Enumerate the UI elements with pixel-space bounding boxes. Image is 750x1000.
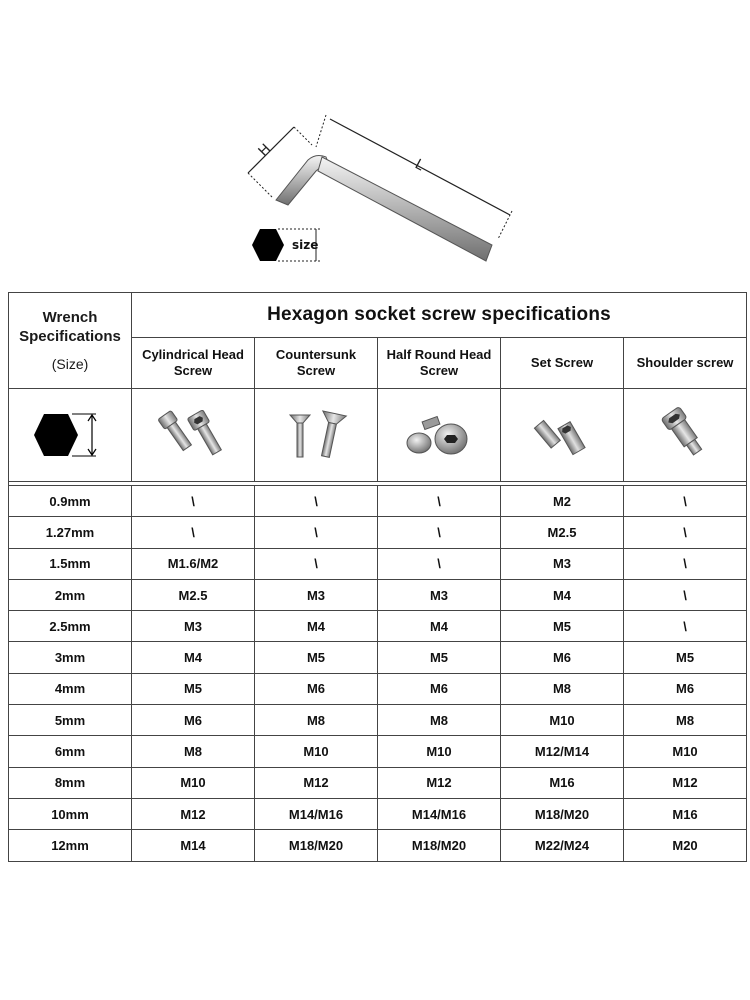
table-row xyxy=(9,517,747,548)
screw-size-cell: M6 xyxy=(501,642,624,673)
wrench-spec-header xyxy=(9,293,132,389)
screw-size-cell: \ xyxy=(255,517,378,548)
screw-size-cell: M6 xyxy=(255,673,378,704)
col-header-set-screw xyxy=(501,338,624,389)
screw-size-cell: M12 xyxy=(378,767,501,798)
spec-table xyxy=(8,292,747,862)
table-row xyxy=(9,798,747,829)
screw-size-cell: \ xyxy=(132,517,255,548)
screw-size-cell: M5 xyxy=(255,642,378,673)
wrench-size-cell: 1.27mm xyxy=(9,517,132,548)
screw-size-cell: \ xyxy=(624,486,747,517)
screw-size-cell: M14/M16 xyxy=(255,798,378,829)
table-title: Hexagon socket screw specifications xyxy=(132,293,747,338)
screw-size-cell: \ xyxy=(378,517,501,548)
table-row xyxy=(9,673,747,704)
screw-size-cell: M12 xyxy=(624,767,747,798)
screw-size-cell: M18/M20 xyxy=(255,830,378,861)
table-row xyxy=(9,548,747,579)
shoulder-screw-icon xyxy=(645,405,725,465)
screw-size-cell: M6 xyxy=(624,673,747,704)
screw-size-cell: \ xyxy=(255,486,378,517)
screw-size-cell: M4 xyxy=(501,579,624,610)
screw-size-cell: \ xyxy=(624,611,747,642)
size-label: size xyxy=(292,238,319,252)
screw-size-cell: M10 xyxy=(255,736,378,767)
shoulder-screw-image-cell xyxy=(624,389,747,482)
col-header-line1: Shoulder screw xyxy=(636,355,734,370)
screw-size-cell: M1.6/M2 xyxy=(132,548,255,579)
screw-size-cell: M5 xyxy=(378,642,501,673)
table-row xyxy=(9,642,747,673)
screw-size-cell: M18/M20 xyxy=(501,798,624,829)
screw-size-cell: M12 xyxy=(132,798,255,829)
screw-size-cell: \ xyxy=(624,579,747,610)
hex-key-icon xyxy=(230,105,530,275)
wrench-size-cell: 8mm xyxy=(9,767,132,798)
wrench-size-cell: 6mm xyxy=(9,736,132,767)
screw-size-cell: M4 xyxy=(132,642,255,673)
screw-size-cell: M3 xyxy=(255,579,378,610)
screw-size-cell: M3 xyxy=(378,579,501,610)
col-header-line2: Screw xyxy=(296,363,336,378)
wrench-size-cell: 2.5mm xyxy=(9,611,132,642)
half-round-screw-image-cell xyxy=(378,389,501,482)
hex-size-icon xyxy=(30,410,110,460)
col-header-line1: Countersunk xyxy=(275,347,357,362)
screw-size-cell: M5 xyxy=(132,673,255,704)
screw-size-cell: M3 xyxy=(501,548,624,579)
screw-size-cell: M14/M16 xyxy=(378,798,501,829)
hex-size-icon-cell xyxy=(9,389,132,482)
col-header-shoulder xyxy=(624,338,747,389)
screw-size-cell: M5 xyxy=(501,611,624,642)
screw-size-cell: M8 xyxy=(378,705,501,736)
table-row xyxy=(9,579,747,610)
h-label: H xyxy=(255,141,275,160)
table-row xyxy=(9,736,747,767)
screw-size-cell: M20 xyxy=(624,830,747,861)
screw-size-cell: M2 xyxy=(501,486,624,517)
screw-size-cell: M2.5 xyxy=(132,579,255,610)
wrench-size-cell: 3mm xyxy=(9,642,132,673)
table-row xyxy=(9,830,747,861)
countersunk-screws-icon xyxy=(276,405,356,465)
col-header-countersunk xyxy=(255,338,378,389)
screw-size-cell: \ xyxy=(132,486,255,517)
screw-size-cell: M6 xyxy=(378,673,501,704)
socket-cap-screws-icon xyxy=(153,405,233,465)
wrench-size-cell: 4mm xyxy=(9,673,132,704)
col-header-line2: Screw xyxy=(419,363,459,378)
col-header-line1: Half Round Head xyxy=(386,347,492,362)
wrench-size-cell: 12mm xyxy=(9,830,132,861)
cylindrical-screw-image-cell xyxy=(132,389,255,482)
wrench-header-size: (Size) xyxy=(51,355,89,372)
screw-size-cell: \ xyxy=(624,548,747,579)
wrench-header-line2: Specifications xyxy=(19,327,121,345)
screw-size-cell: M12/M14 xyxy=(501,736,624,767)
screw-size-cell: M18/M20 xyxy=(378,830,501,861)
screw-size-cell: M3 xyxy=(132,611,255,642)
screw-size-cell: M5 xyxy=(624,642,747,673)
wrench-size-cell: 5mm xyxy=(9,705,132,736)
screw-size-cell: M8 xyxy=(132,736,255,767)
screw-size-cell: M16 xyxy=(501,767,624,798)
hex-key-diagram xyxy=(230,105,530,275)
image-row xyxy=(9,389,747,482)
wrench-header-line1: Wrench xyxy=(42,308,98,326)
set-screws-icon xyxy=(522,405,602,465)
screw-size-cell: M4 xyxy=(255,611,378,642)
col-header-half-round xyxy=(378,338,501,389)
screw-size-cell: M2.5 xyxy=(501,517,624,548)
screw-size-cell: M22/M24 xyxy=(501,830,624,861)
col-header-cylindrical xyxy=(132,338,255,389)
screw-size-cell: M12 xyxy=(255,767,378,798)
header-row xyxy=(9,293,747,338)
col-header-line1: Cylindrical Head xyxy=(142,347,244,362)
screw-size-cell: M4 xyxy=(378,611,501,642)
screw-size-cell: M10 xyxy=(132,767,255,798)
screw-size-cell: M6 xyxy=(132,705,255,736)
screw-size-cell: M14 xyxy=(132,830,255,861)
screw-size-cell: M16 xyxy=(624,798,747,829)
table-row xyxy=(9,705,747,736)
screw-size-cell: M10 xyxy=(501,705,624,736)
size-rows xyxy=(9,486,747,862)
screw-size-cell: \ xyxy=(624,517,747,548)
wrench-size-cell: 2mm xyxy=(9,579,132,610)
wrench-size-cell: 1.5mm xyxy=(9,548,132,579)
screw-size-cell: \ xyxy=(378,548,501,579)
col-header-line1: Set Screw xyxy=(530,355,594,370)
screw-size-cell: M10 xyxy=(624,736,747,767)
screw-size-cell: M8 xyxy=(255,705,378,736)
screw-size-cell: M8 xyxy=(501,673,624,704)
screw-size-cell: M8 xyxy=(624,705,747,736)
col-header-line2: Screw xyxy=(173,363,213,378)
button-head-screws-icon xyxy=(399,405,479,465)
table-row xyxy=(9,767,747,798)
hex-cross-section-icon xyxy=(252,229,284,261)
wrench-size-cell: 0.9mm xyxy=(9,486,132,517)
set-screw-image-cell xyxy=(501,389,624,482)
countersunk-screw-image-cell xyxy=(255,389,378,482)
table-row xyxy=(9,611,747,642)
wrench-size-cell: 10mm xyxy=(9,798,132,829)
screw-size-cell: \ xyxy=(378,486,501,517)
table-row xyxy=(9,486,747,517)
screw-size-cell: \ xyxy=(255,548,378,579)
l-label: L xyxy=(412,156,427,175)
screw-size-cell: M10 xyxy=(378,736,501,767)
